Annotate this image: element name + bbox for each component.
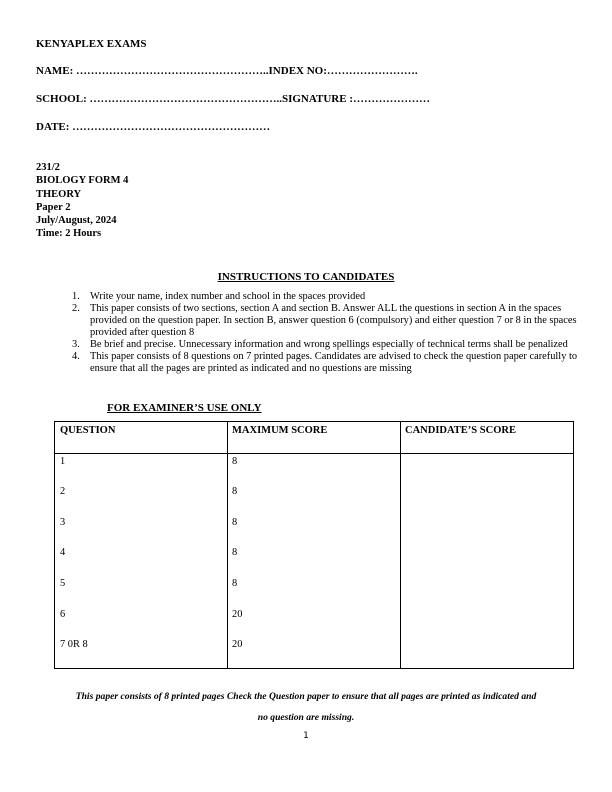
instruction-text: Write your name, index number and school in the spaces provided [90,291,366,302]
instructions-title: INSTRUCTIONS TO CANDIDATES [217,271,395,283]
paper-type: THEORY [36,188,82,200]
paper-time: Time: 2 Hours [36,228,102,240]
paper-code: 231/2 [36,162,60,173]
question-cell: 6 [60,609,66,620]
max-score-cell: 8 [232,578,238,589]
max-score-cell: 8 [232,456,238,467]
instruction-item [72,351,578,375]
question-cell: 4 [60,547,66,558]
question-cell: 5 [60,578,66,589]
paper-details [36,161,128,241]
instruction-item [72,291,578,303]
examiner-section-title: FOR EXAMINER’S USE ONLY [107,402,262,414]
score-table [54,421,574,669]
instruction-number: 1. [72,291,80,302]
instruction-text: This paper consists of 8 questions on 7 printed pages. Candidates are advised to check the question paper carefully to ensure that all the pages are printed as indicated and no questions are missing [90,351,578,374]
date-field-line: DATE: ……………………………………………… [36,121,271,133]
max-score-cell: 20 [232,609,243,620]
instruction-number: 2. [72,303,80,314]
instruction-item [72,339,578,351]
max-score-cell: 8 [232,547,238,558]
column-header-candidate-score: CANDIDATE’S SCORE [405,425,516,436]
question-cell: 1 [60,456,66,467]
max-score-cell: 20 [232,639,243,650]
instruction-text: Be brief and precise. Unnecessary information and wrong spellings especially of technical terms shall be penalized [90,339,568,350]
column-divider [227,422,228,668]
page-number: 1 [303,731,309,741]
instruction-number: 4. [72,351,80,362]
column-header-maximum-score: MAXIMUM SCORE [232,425,328,436]
instruction-number: 3. [72,339,80,350]
exam-body-name: KENYAPLEX EXAMS [36,38,147,50]
paper-date: July/August, 2024 [36,215,117,227]
paper-subject: BIOLOGY FORM 4 [36,175,129,187]
question-cell: 7 0R 8 [60,639,88,650]
question-cell: 2 [60,486,66,497]
instruction-item [72,303,578,339]
footer-note-line1: This paper consists of 8 printed pages Check the Question paper to ensure that all pages are printed as indicated and [75,691,537,702]
column-header-question: QUESTION [60,425,116,436]
instruction-text: This paper consists of two sections, section A and section B. Answer ALL the questions in section A in the spaces provided on the question paper. In section B, answer question 6 (compulsory) and either question 7 or 8 in the spaces provided after question 8 [90,303,577,338]
candidate-score-field[interactable] [401,454,573,668]
footer-note-line2: no question are missing. [257,712,355,723]
school-signature-field-line: SCHOOL: ……………………………………………..SIGNATURE :………………… [36,93,430,105]
max-score-cell: 8 [232,486,238,497]
instructions-list [72,291,578,375]
max-score-cell: 8 [232,517,238,528]
paper-number: Paper 2 [36,201,71,213]
name-index-field-line: NAME: ……………………………………………..INDEX NO:……………………. [36,65,418,77]
question-cell: 3 [60,517,66,528]
